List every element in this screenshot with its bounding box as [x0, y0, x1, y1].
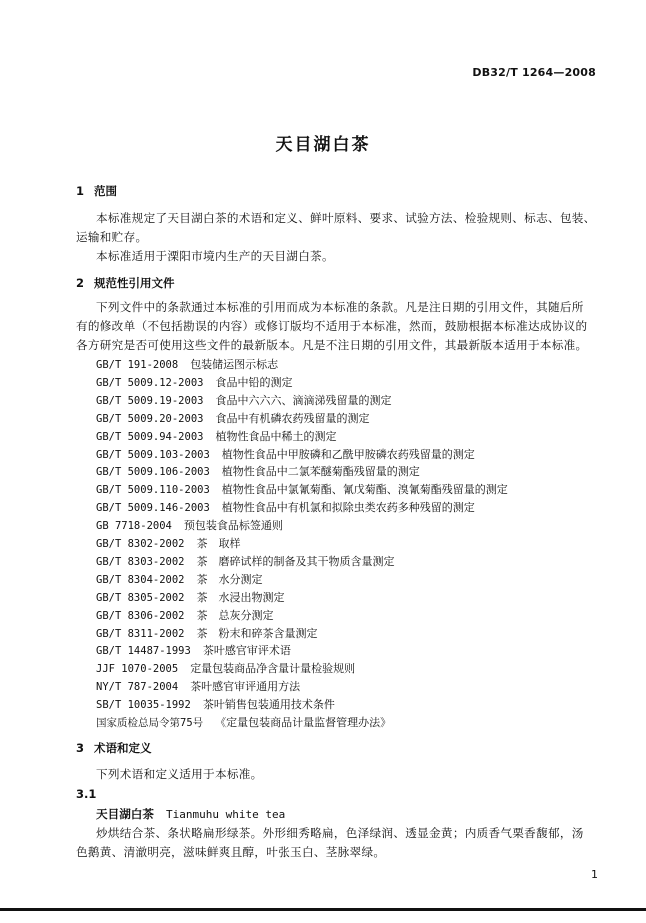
reference-code: JJF 1070-2005: [96, 663, 179, 676]
reference-item: [96, 571, 263, 587]
reference-code: SB/T 10035-1992: [96, 699, 191, 712]
reference-code: GB/T 8311-2002: [96, 627, 185, 640]
term-number: 3.1: [76, 787, 97, 801]
reference-item: [96, 481, 508, 497]
reference-code: GB/T 8306-2002: [96, 609, 185, 622]
term-definition-line: 色鹅黄、清澈明亮，滋味鲜爽且醇，叶张玉白、茎脉翠绿。: [76, 845, 386, 859]
reference-title: 定量包装商品净含量计量检验规则: [190, 662, 356, 676]
terms-intro: 下列术语和定义适用于本标准。: [96, 767, 263, 781]
reference-item: [96, 356, 278, 372]
reference-title: 茶叶感官审评通用方法: [190, 680, 301, 694]
section-3-heading: [76, 740, 152, 756]
term-definition-line: 炒烘结合茶、条状略扁形绿茶。外形细秀略扁，色泽绿润、透显金黄；内质香气栗香馥郁，汤: [96, 826, 584, 840]
reference-item: [96, 589, 285, 605]
reference-code: GB/T 5009.110-2003: [96, 484, 210, 497]
scope-paragraph-line: 本标准适用于溧阳市境内生产的天目湖白茶。: [96, 249, 334, 263]
scope-paragraph-line: 运输和贮存。: [76, 230, 148, 244]
page-number: 1: [591, 868, 598, 881]
reference-title: 植物性食品中氯氰菊酯、氰戊菊酯、溴氰菊酯残留量的测定: [221, 483, 508, 497]
section-title: 范围: [94, 184, 117, 198]
reference-item: [96, 517, 283, 533]
reference-title: 食品中有机磷农药残留量的测定: [215, 411, 370, 425]
reference-code: GB/T 5009.19-2003: [96, 394, 204, 407]
section-number: 3: [76, 741, 85, 755]
reference-title: 食品中铅的测定: [215, 375, 293, 389]
reference-code: 国家质检总局令第75号: [96, 717, 204, 729]
reference-code: GB/T 5009.12-2003: [96, 376, 204, 389]
reference-code: GB/T 8303-2002: [96, 555, 185, 568]
reference-title: 茶 磨碎试样的制备及其干物质含量测定: [196, 554, 395, 568]
reference-title: 包装储运图示标志: [190, 358, 279, 371]
reference-title: 茶 总灰分测定: [196, 608, 274, 622]
reference-code: GB/T 8302-2002: [96, 538, 185, 550]
reference-code: NY/T 787-2004: [96, 681, 179, 694]
section-number: 1: [76, 184, 85, 198]
document-title: 天目湖白茶: [275, 135, 371, 155]
document-code: DB32/T 1264—2008: [472, 66, 596, 79]
reference-code: GB/T 5009.146-2003: [96, 502, 210, 515]
section-number: 2: [76, 276, 85, 290]
section-title: 规范性引用文件: [94, 276, 175, 290]
reference-item: [96, 499, 475, 515]
term-heading: [96, 806, 285, 822]
reference-title: 植物性食品中有机氯和拟除虫类农药多种残留的测定: [221, 501, 475, 515]
reference-code: GB/T 8304-2002: [96, 573, 185, 586]
reference-item: [96, 625, 318, 641]
section-2-heading: [76, 275, 175, 291]
section-title: 术语和定义: [94, 741, 152, 755]
reference-item: [96, 446, 475, 462]
reference-title: 茶 水分测定: [196, 572, 263, 586]
reference-code: GB/T 5009.20-2003: [96, 412, 204, 425]
references-intro-line: 下列文件中的条款通过本标准的引用而成为本标准的条款。凡是注日期的引用文件，其随后所: [96, 300, 584, 314]
reference-title: 植物性食品中二氯苯醚菊酯残留量的测定: [221, 465, 420, 479]
reference-item: [96, 392, 391, 408]
reference-code: GB/T 5009.106-2003: [96, 466, 210, 479]
reference-item: [96, 642, 291, 658]
reference-code: GB 7718-2004: [96, 520, 172, 533]
references-intro-line: 各方研究是否可使用这些文件的最新版本。凡是不注日期的引用文件，其最新版本适用于本标准。: [76, 338, 588, 352]
reference-title: 植物性食品中稀土的测定: [215, 429, 337, 443]
reference-item: [96, 660, 355, 676]
reference-title: 食品中六六六、滴滴涕残留量的测定: [215, 393, 392, 407]
reference-code: GB/T 5009.94-2003: [96, 430, 204, 443]
reference-title: 茶 粉末和碎茶含量测定: [196, 626, 318, 640]
reference-item: [96, 678, 300, 694]
scope-paragraph-line: 本标准规定了天目湖白茶的术语和定义、鲜叶原料、要求、试验方法、检验规则、标志、包装、: [96, 211, 596, 225]
reference-code: GB/T 14487-1993: [96, 645, 191, 658]
reference-title: 茶叶销售包装通用技术条件: [202, 698, 335, 712]
reference-code: GB/T 5009.103-2003: [96, 448, 210, 461]
reference-item: [96, 607, 274, 623]
reference-item: [96, 410, 369, 426]
term-name-cn: 天目湖白茶: [96, 807, 154, 821]
reference-title: 预包装食品标签通则: [183, 519, 283, 533]
reference-item: [96, 428, 336, 444]
reference-title: 茶 取样: [196, 537, 241, 550]
references-intro-line: 有的修改单（不包括勘误的内容）或修订版均不适用于本标准，然而，鼓励根据本标准达成协议的: [76, 319, 588, 333]
section-1-heading: [76, 183, 117, 199]
reference-item: [96, 463, 420, 479]
reference-title: 茶叶感官审评术语: [202, 644, 291, 658]
reference-title: 植物性食品中甲胺磷和乙酰甲胺磷农药残留量的测定: [221, 447, 475, 461]
reference-item: [96, 535, 241, 551]
bottom-rule: [0, 908, 646, 911]
term-name-en: Tianmuhu white tea: [165, 808, 286, 821]
reference-item: [96, 696, 335, 712]
reference-item: [96, 714, 391, 730]
reference-item: [96, 553, 395, 569]
reference-title: 《定量包装商品计量监督管理办法》: [215, 716, 392, 729]
reference-code: GB/T 191-2008: [96, 359, 179, 371]
reference-code: GB/T 8305-2002: [96, 591, 185, 604]
reference-title: 茶 水浸出物测定: [196, 590, 285, 604]
reference-item: [96, 374, 292, 390]
